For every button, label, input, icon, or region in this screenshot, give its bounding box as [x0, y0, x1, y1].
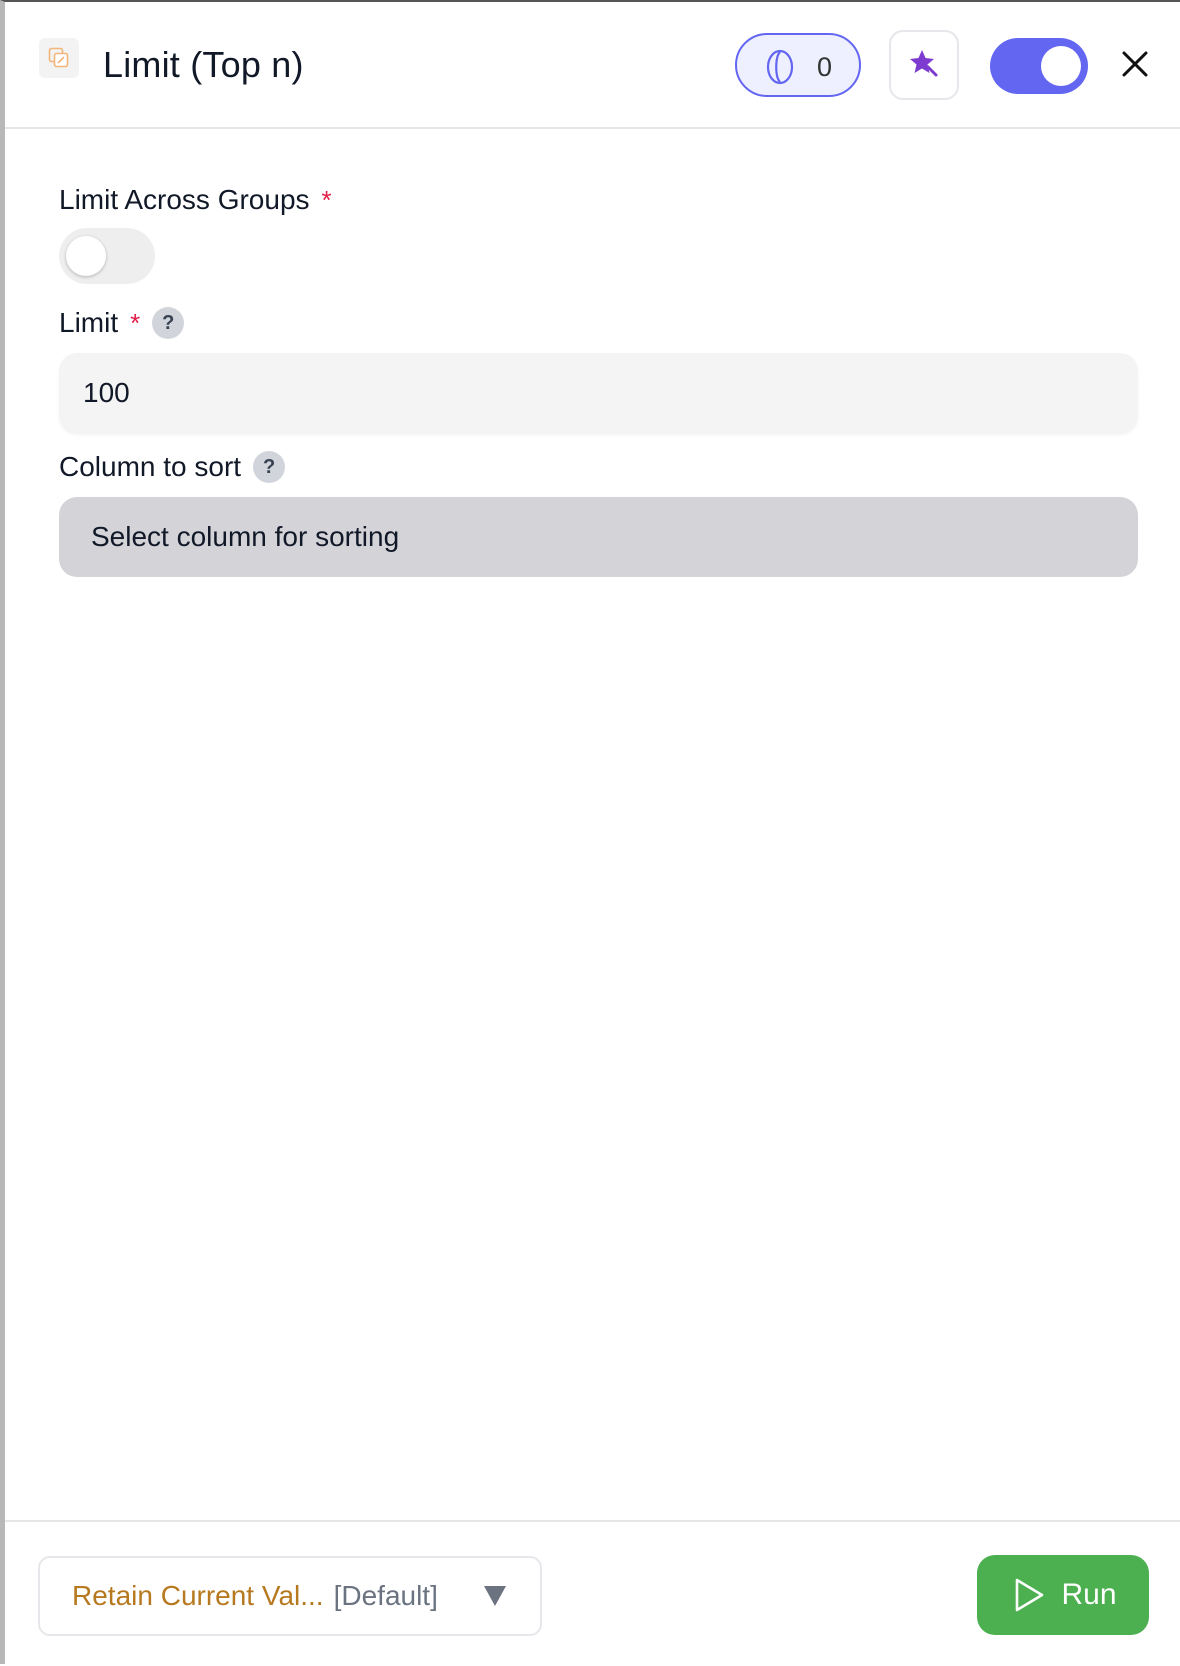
run-label: Run: [1061, 1578, 1117, 1611]
limit-label: [59, 307, 184, 339]
magic-star-icon: [908, 47, 940, 84]
counter-pill[interactable]: [735, 33, 861, 97]
limit-across-groups-label-text: Limit Across Groups: [59, 184, 310, 215]
counter-value: 0: [817, 52, 833, 82]
play-icon: [1009, 1576, 1047, 1614]
close-button[interactable]: [1115, 46, 1155, 86]
node-enabled-toggle[interactable]: [990, 38, 1088, 94]
column-to-sort-label-text: Column to sort: [59, 451, 242, 482]
limit-input[interactable]: [59, 353, 1138, 433]
limit-node-icon: [39, 38, 79, 78]
toggle-knob: [66, 236, 106, 276]
retain-value-select[interactable]: [38, 1556, 542, 1636]
limit-across-groups-toggle[interactable]: [59, 228, 155, 284]
required-mark: *: [130, 307, 141, 338]
toggle-knob: [1041, 46, 1081, 86]
help-icon[interactable]: ?: [253, 451, 285, 483]
caret-down-icon: [484, 1586, 506, 1606]
sort-column-select[interactable]: [59, 497, 1138, 577]
retain-value-text: Retain Current Val...: [72, 1580, 324, 1611]
panel-header: [5, 2, 1180, 129]
close-icon: [1121, 50, 1149, 83]
limit-label-text: Limit: [59, 307, 119, 338]
run-button[interactable]: [977, 1555, 1149, 1635]
panel-footer: [5, 1520, 1180, 1666]
help-icon[interactable]: ?: [152, 307, 184, 339]
sort-column-placeholder: Select column for sorting: [91, 521, 400, 552]
required-mark: *: [321, 184, 332, 215]
limit-across-groups-label: [59, 184, 332, 216]
retain-default-text: [Default]: [333, 1580, 438, 1611]
column-to-sort-label: [59, 451, 285, 483]
brackets-icon: [765, 48, 795, 91]
magic-button[interactable]: [889, 30, 959, 100]
panel-title: Limit (Top n): [103, 44, 304, 85]
